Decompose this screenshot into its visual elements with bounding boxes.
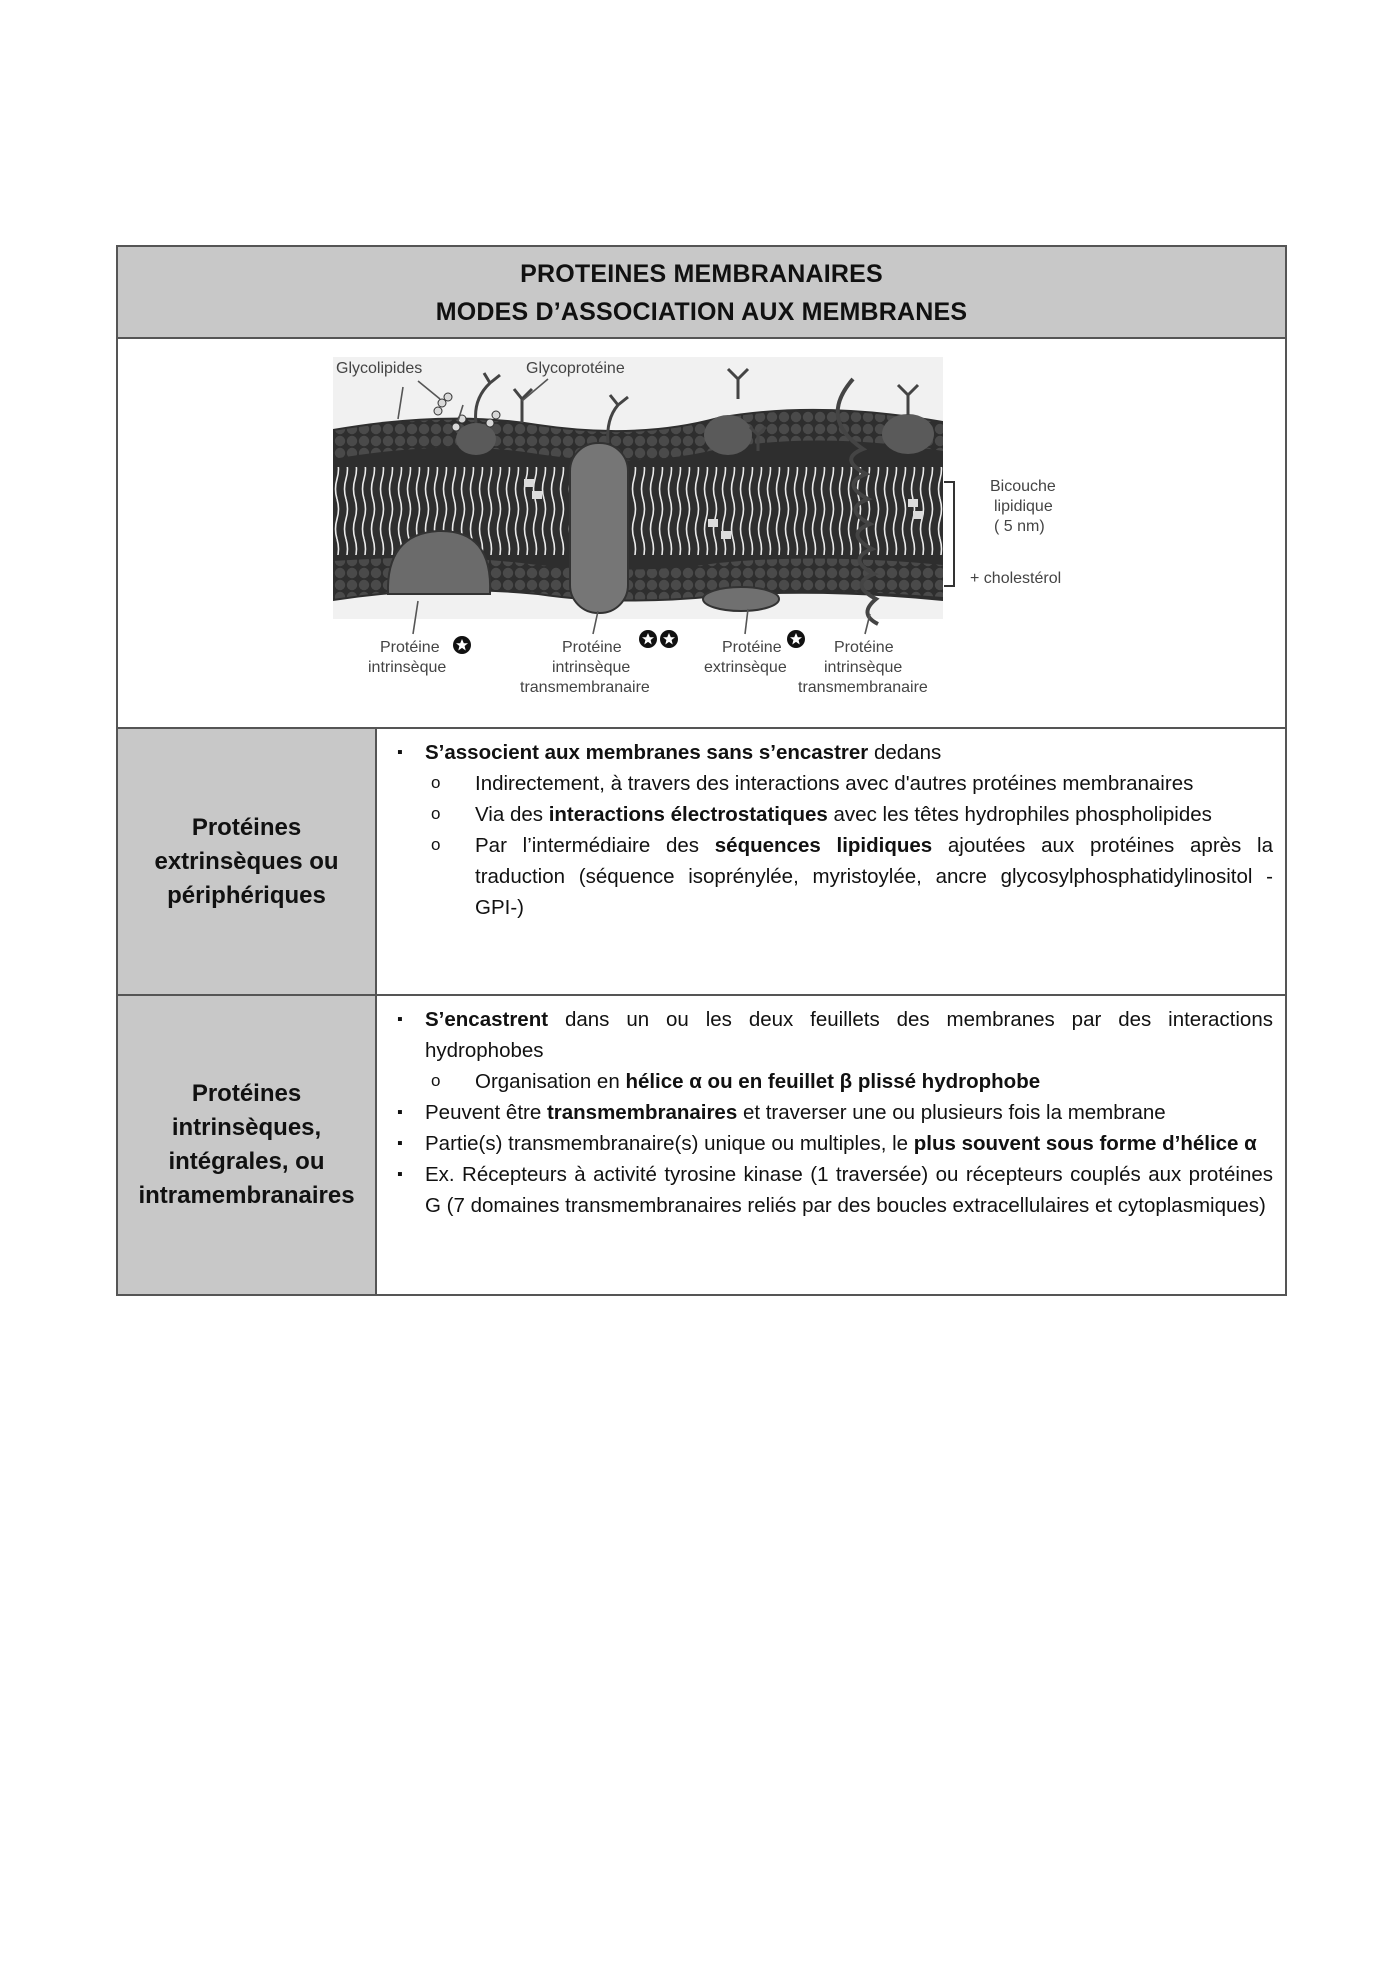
row-intrinsic [118,996,1285,1294]
label-line: périphériques [167,881,326,909]
label-line: intramembranaires [138,1182,355,1209]
label-cholesterol: + cholestérol [970,570,1062,587]
label-line: Protéines [191,813,302,841]
label-p2-3: transmembranaire [520,679,650,696]
label-p2-2: intrinsèque [552,659,631,676]
row-content-extrinsic [377,729,1285,994]
membrane-figure [118,339,1285,729]
row-label-extrinsic [118,729,377,994]
label-p4-2: intrinsèque [824,659,903,676]
sub-item: o Indirectement, à travers des interactions avec d'autres protéines membranaires [391,768,1273,799]
bullet-item: ▪ Partie(s) transmembranaire(s) unique ou multiples, le plus souvent sous forme d’hélice α [391,1128,1273,1159]
transmembrane-protein-shape [570,443,628,613]
extrinsic-protein-shape [703,587,779,611]
label-p4-1: Protéine [834,639,894,656]
label-p2-1: Protéine [562,639,622,656]
label-p3-2: extrinsèque [704,659,787,676]
label-bicouche-1: Bicouche [990,478,1056,495]
table-header [118,247,1285,339]
surface-protein-3 [882,414,934,454]
star-icon [453,636,471,654]
title-line-2: MODES D’ASSOCIATION AUX MEMBRANES [435,298,968,326]
sub-item: o Via des interactions électrostatiques avec les têtes hydrophiles phospholipides [391,799,1273,830]
label-line: Protéines [191,1080,302,1107]
row-content-intrinsic [377,996,1285,1294]
row-extrinsic [118,729,1285,996]
label-p1-1: Protéine [380,639,440,656]
label-p4-3: transmembranaire [798,679,928,696]
label-line: intrinsèques, [171,1114,322,1141]
surface-protein-2 [704,415,752,455]
label-glycolipides: Glycolipides [336,360,423,377]
bullet-item: ▪ S’associent aux membranes sans s’encastrer dedans [391,737,1273,768]
label-bicouche-3: ( 5 nm) [994,518,1045,535]
label-p1-2: intrinsèque [368,659,447,676]
row-label-intrinsic [118,996,377,1294]
bullet-item: ▪ Ex. Récepteurs à activité tyrosine kinase (1 traversée) ou récepteurs couplés aux protéines G (7 domaines transmembranaires reliés par des boucles extracellulaires et cytoplasmiques) [391,1159,1273,1221]
star-icon [639,630,657,648]
sub-item: o Par l’intermédiaire des séquences lipidiques ajoutées aux protéines après la traduction (séquence isoprénylée, myristoylée, ancre glycosylphosphatidylinositol -GPI-) [391,830,1273,923]
summary-table [116,245,1287,1296]
membrane-diagram [118,339,1285,727]
title-line-1: PROTEINES MEMBRANAIRES [520,260,883,288]
bullet-item: ▪ Peuvent être transmembranaires et traverser une ou plusieurs fois la membrane [391,1097,1273,1128]
label-p3-1: Protéine [722,639,782,656]
star-icon [787,630,805,648]
surface-protein-1 [456,423,496,455]
star-icon [660,630,678,648]
label-glycoproteine: Glycoprotéine [526,360,625,377]
sub-item: o Organisation en hélice α ou en feuillet β plissé hydrophobe [391,1066,1273,1097]
bilayer-bracket [944,482,954,586]
label-line: extrinsèques ou [154,847,339,875]
label-line: intégrales, ou [168,1148,325,1175]
label-bicouche-2: lipidique [994,498,1053,515]
bullet-item: ▪ S’encastrent dans un ou les deux feuillets des membranes par des interactions hydrophobes [391,1004,1273,1066]
